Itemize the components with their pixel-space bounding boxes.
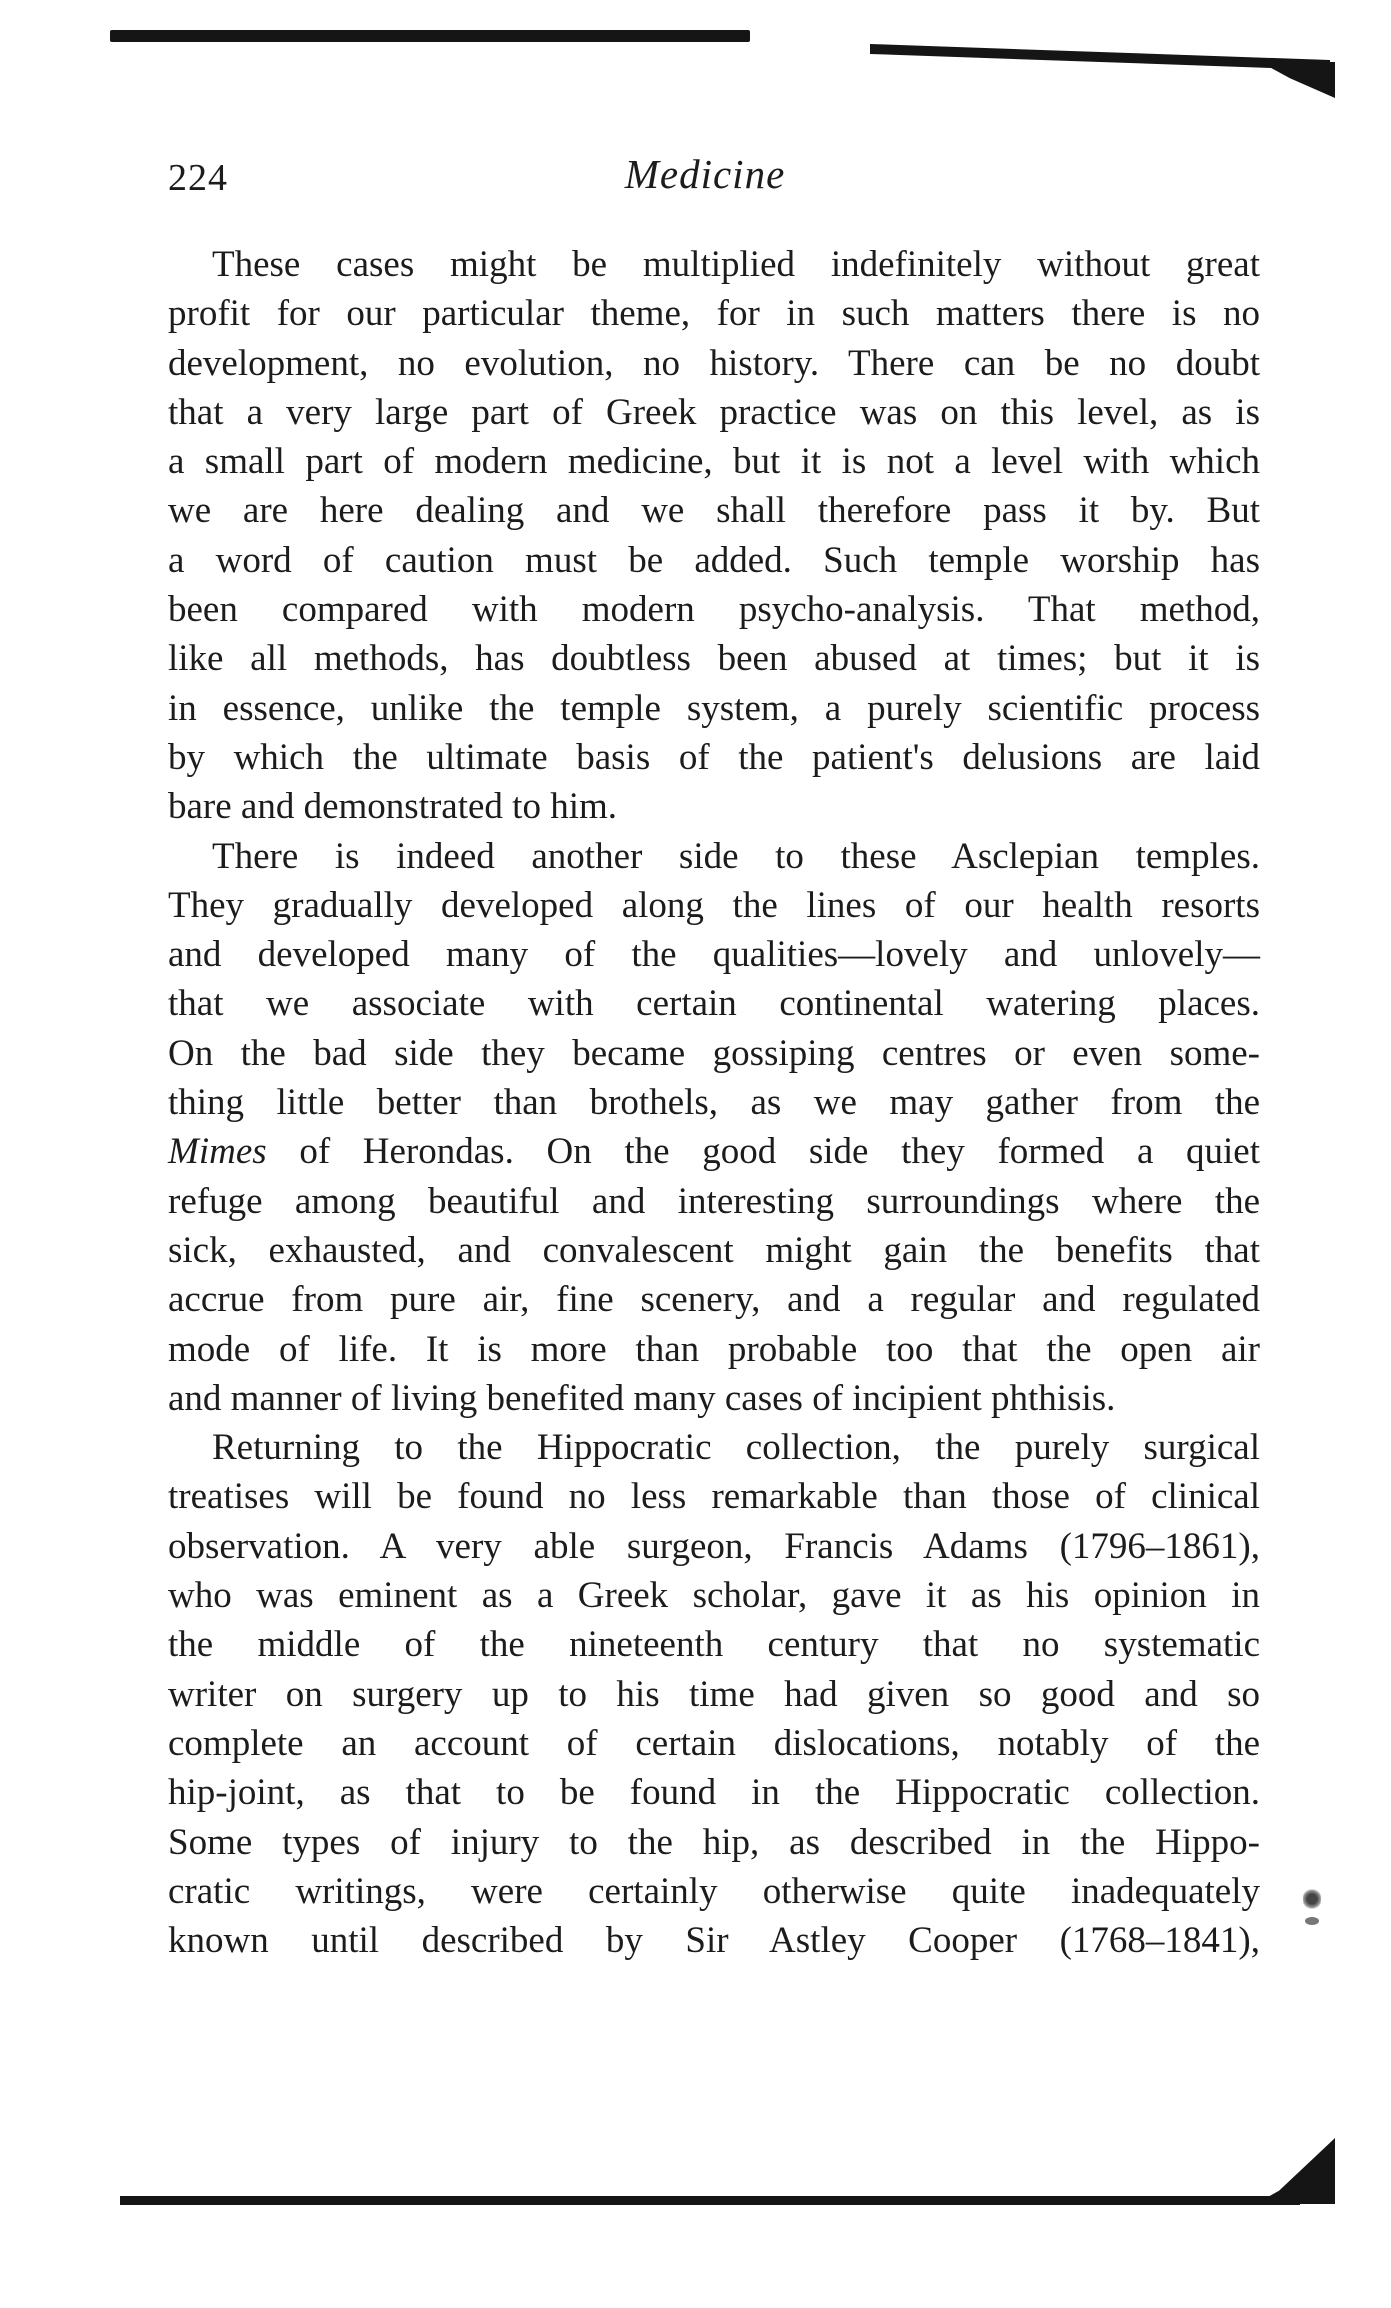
text-line: thing little better than brothels, as we may gather from the [168, 1082, 1260, 1124]
text-line: These cases might be multiplied indefinitely without great [212, 244, 1260, 285]
italic-title: Mimes [168, 1131, 267, 1173]
text-line: bare and demonstrated to him. [168, 786, 618, 828]
text-line: profit for our particular theme, for in such matters there is no [168, 293, 1260, 335]
text-line: There is indeed another side to these Asclepian temples. [212, 835, 1260, 877]
text-line: development, no evolution, no history. There can be no doubt [168, 342, 1260, 384]
text-line: who was eminent as a Greek scholar, gave it as his opinion in [168, 1575, 1260, 1617]
text-line: in essence, unlike the temple system, a purely scientific process [168, 687, 1260, 729]
text-line: refuge among beautiful and interesting surroundings where the [168, 1180, 1260, 1222]
text-line: known until described by Sir Astley Cooper (1768–1841), [168, 1920, 1260, 1962]
text-line: treatises will be found no less remarkable than those of clinical [168, 1476, 1260, 1518]
text-line: a word of caution must be added. Such temple worship has [168, 539, 1260, 581]
page-number: 224 [168, 157, 228, 199]
text-line: and developed many of the qualities—lovely and unlovely— [168, 934, 1260, 976]
text-line: that we associate with certain continental watering places. [168, 983, 1260, 1025]
scan-speck [1303, 1888, 1321, 1910]
text-line: complete an account of certain dislocations, notably of the [168, 1722, 1260, 1764]
text-line: observation. A very able surgeon, Francis Adams (1796–1861), [168, 1525, 1260, 1567]
scan-speck-small [1305, 1917, 1319, 1925]
running-title: Medicine [624, 151, 786, 197]
text-line: the middle of the nineteenth century that no systematic [168, 1624, 1260, 1666]
text-line: On the bad side they became gossiping centres or even some- [168, 1032, 1260, 1074]
text-line-with-italic [168, 1127, 1260, 1176]
scan-edge-top-right [870, 44, 1330, 70]
scan-edge-top-right-tail [1260, 62, 1335, 98]
text-line: hip-joint, as that to be found in the Hippocratic collection. [168, 1772, 1260, 1814]
text-line: and manner of living benefited many cases of incipient phthisis. [168, 1377, 1116, 1419]
body-text [168, 240, 1260, 1965]
text-line: by which the ultimate basis of the patient's delusions are laid [168, 736, 1260, 778]
text-line-rest: of Herondas. On the good side they formed a quiet [299, 1131, 1260, 1173]
text-line: They gradually developed along the lines of our health resorts [168, 884, 1260, 926]
text-line: Some types of injury to the hip, as described in the Hippo- [168, 1821, 1260, 1863]
text-line: accrue from pure air, fine scenery, and a regular and regulated [168, 1279, 1260, 1321]
text-line: mode of life. It is more than probable too that the open air [168, 1328, 1260, 1370]
scan-edge-bottom-tail [1255, 2138, 1335, 2204]
text-line: cratic writings, were certainly otherwise quite inadequately [168, 1870, 1260, 1912]
text-line: been compared with modern psycho-analysis. That method, [168, 589, 1260, 631]
text-line: sick, exhausted, and convalescent might gain the benefits that [168, 1229, 1260, 1271]
text-line: like all methods, has doubtless been abused at times; but it is [168, 638, 1260, 680]
text-line: a small part of modern medicine, but it is not a level with which [168, 441, 1260, 483]
text-line: that a very large part of Greek practice was on this level, as is [168, 391, 1260, 433]
text-line: writer on surgery up to his time had given so good and so [168, 1673, 1260, 1715]
scan-edge-top-left [110, 30, 750, 42]
text-line: we are here dealing and we shall therefore pass it by. But [168, 490, 1260, 532]
scan-edge-bottom [120, 2196, 1300, 2205]
text-line: Returning to the Hippocratic collection, the purely surgical [212, 1427, 1260, 1469]
